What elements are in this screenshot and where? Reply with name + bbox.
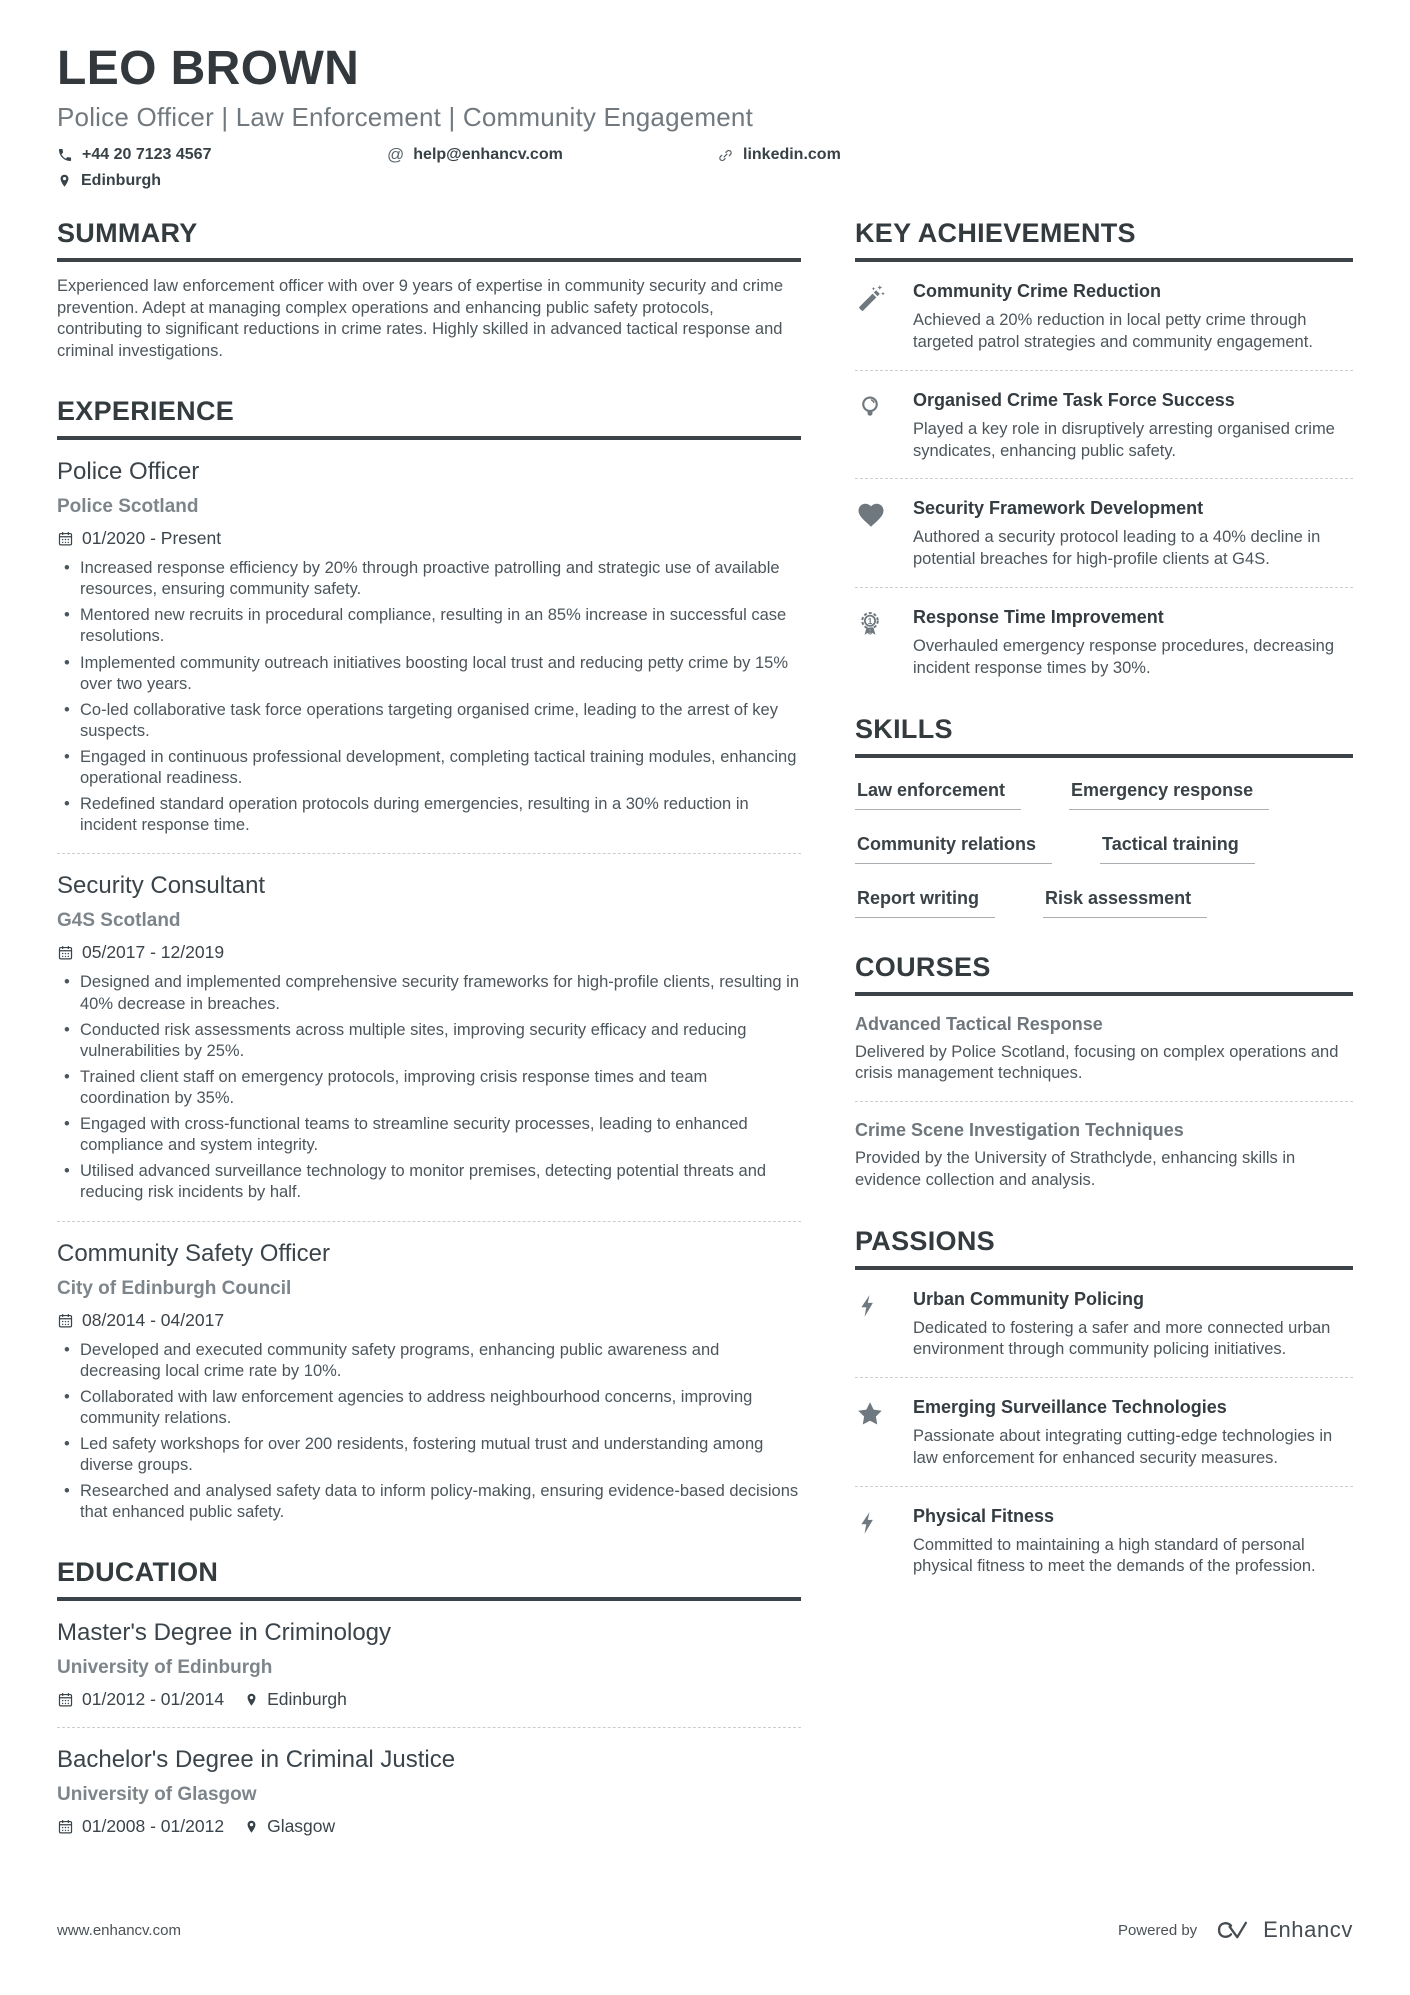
- achievements-section: [855, 218, 1353, 679]
- job-bullet: • Trained client staff on emergency protocols, improving crisis response times and team coordination by 35%.: [57, 1067, 801, 1109]
- job-bullet-list: [57, 1340, 801, 1524]
- passions-heading: PASSIONS: [855, 1226, 1353, 1270]
- divider: [855, 587, 1353, 588]
- achievement-content: [913, 607, 1353, 680]
- link-text[interactable]: linkedin.com: [743, 146, 841, 164]
- divider: [855, 478, 1353, 479]
- achievement-item: [855, 281, 1353, 354]
- passion-content: [913, 1289, 1353, 1362]
- skills-section: [855, 714, 1353, 918]
- achievement-text: Played a key role in disruptively arresting organised crime syndicates, enhancing public safety.: [913, 419, 1335, 460]
- job-bullet: • Increased response efficiency by 20% through proactive patrolling and strategic use of available resources, ensuring community safety.: [57, 558, 801, 600]
- achievement-item: [855, 390, 1353, 463]
- job-title: Police Officer: [57, 458, 200, 486]
- location-contact: [57, 172, 387, 190]
- job-bullet: • Co-led collaborative task force operations targeting organised crime, leading to the arrest of key suspects.: [57, 700, 801, 742]
- summary-text: Experienced law enforcement officer with over 9 years of expertise in community security and crime prevention. Adept at managing complex operations and enhancing public safety protocols, contributing to significant reductions in crime rates. Highly skilled in advanced tactical response and criminal investigations.: [57, 277, 784, 360]
- left-column: [57, 218, 801, 1871]
- degree-dates: 01/2012 - 01/2014: [57, 1689, 224, 1710]
- achievement-item: [855, 498, 1353, 571]
- job-bullet: • Researched and analysed safety data to inform policy-making, ensuring evidence-based decisions that enhanced public safety.: [57, 1481, 801, 1523]
- passion-text: Passionate about integrating cutting-edge technologies in law enforcement for enhanced security measures.: [913, 1427, 1333, 1467]
- job-dates: 08/2014 - 04/2017: [57, 1310, 224, 1331]
- contact-row: [57, 145, 1353, 190]
- star-icon: [855, 1397, 913, 1470]
- job-bullet: • Utilised advanced surveillance technology to monitor premises, detecting potential threats and reducing risk incidents by half.: [57, 1161, 801, 1203]
- location-pin-icon: [244, 1692, 259, 1708]
- passions-section: [855, 1226, 1353, 1579]
- achievement-content: [913, 281, 1353, 354]
- skills-heading: SKILLS: [855, 714, 1353, 758]
- job-bullet: • Implemented community outreach initiatives boosting local trust and reducing petty crime by 15% over two years.: [57, 653, 801, 695]
- calendar-icon: [57, 944, 74, 961]
- achievement-item: [855, 607, 1353, 680]
- divider: [855, 1101, 1353, 1102]
- calendar-icon: [57, 530, 74, 547]
- experience-heading: EXPERIENCE: [57, 396, 801, 440]
- calendar-icon: [57, 1691, 74, 1708]
- experience-section: [57, 396, 801, 1523]
- degree-location: Glasgow: [244, 1816, 335, 1837]
- skill-tag: Risk assessment: [1043, 888, 1207, 918]
- lightbulb-icon: [855, 390, 913, 463]
- resume-header: [57, 44, 1353, 190]
- job-dates: 01/2020 - Present: [57, 528, 221, 549]
- passion-text: Committed to maintaining a high standard of personal physical fitness to meet the demands of the profession.: [913, 1535, 1316, 1576]
- job-bullet-list: [57, 972, 801, 1203]
- passion-content: [913, 1506, 1353, 1579]
- divider: [855, 1377, 1353, 1378]
- headline: Police Officer | Law Enforcement | Community Engagement: [57, 102, 754, 133]
- course-item: [855, 1120, 1353, 1192]
- at-icon: @: [387, 145, 405, 165]
- achievement-text: Achieved a 20% reduction in local petty crime through targeted patrol strategies and community engagement.: [913, 311, 1313, 352]
- powered-by-label: Powered by: [1117, 1921, 1198, 1939]
- achievement-title: Response Time Improvement: [913, 606, 1164, 627]
- course-title: Advanced Tactical Response: [855, 1013, 1103, 1034]
- bolt-icon: [855, 1506, 913, 1579]
- medal-icon: [855, 607, 913, 680]
- skill-tag: Report writing: [855, 888, 995, 918]
- passion-content: [913, 1397, 1353, 1470]
- job-title: Community Safety Officer: [57, 1239, 330, 1267]
- svg-text:1: 1: [867, 616, 873, 626]
- passion-item: [855, 1397, 1353, 1470]
- degree-entry: [57, 1619, 801, 1710]
- course-text: Delivered by Police Scotland, focusing on complex operations and crisis management techniques.: [855, 1042, 1339, 1083]
- job-dates: 05/2017 - 12/2019: [57, 942, 224, 963]
- job-entry: [57, 458, 801, 836]
- phone-icon: [57, 147, 73, 163]
- divider: [57, 1727, 801, 1728]
- calendar-icon: [57, 1818, 74, 1835]
- enhancv-logo-icon: [1209, 1917, 1255, 1943]
- achievements-heading: KEY ACHIEVEMENTS: [855, 218, 1353, 262]
- summary-section: [57, 218, 801, 362]
- divider: [57, 853, 801, 854]
- email-contact[interactable]: [387, 145, 717, 165]
- degree-school: University of Edinburgh: [57, 1657, 273, 1679]
- skill-tag: Emergency response: [1069, 780, 1269, 810]
- job-company: Police Scotland: [57, 496, 199, 518]
- job-bullet: • Engaged with cross-functional teams to streamline security processes, leading to enhanced compliance and system integrity.: [57, 1114, 801, 1156]
- job-bullet: • Engaged in continuous professional development, completing tactical training modules, enhancing operational readiness.: [57, 747, 801, 789]
- education-section: [57, 1557, 801, 1837]
- job-company: G4S Scotland: [57, 910, 181, 932]
- job-bullet: • Designed and implemented comprehensive security frameworks for high-profile clients, resulting in 40% decrease in breaches.: [57, 972, 801, 1014]
- degree-school: University of Glasgow: [57, 1784, 257, 1806]
- right-column: [855, 218, 1353, 1871]
- course-title: Crime Scene Investigation Techniques: [855, 1120, 1184, 1141]
- divider: [855, 370, 1353, 371]
- course-text: Provided by the University of Strathclyde, enhancing skills in evidence collection and analysis.: [855, 1149, 1296, 1189]
- passion-title: Urban Community Policing: [913, 1288, 1145, 1309]
- divider: [855, 1486, 1353, 1487]
- job-title: Security Consultant: [57, 872, 266, 900]
- job-bullet: • Conducted risk assessments across multiple sites, improving security efficacy and reducing vulnerabilities by 25%.: [57, 1020, 801, 1062]
- calendar-icon: [57, 1312, 74, 1329]
- skill-tag: Tactical training: [1100, 834, 1255, 864]
- degree-title: Master's Degree in Criminology: [57, 1619, 392, 1647]
- achievement-content: [913, 498, 1353, 571]
- bolt-icon: [855, 1289, 913, 1362]
- powered-by-block[interactable]: [1118, 1917, 1353, 1943]
- passion-item: [855, 1506, 1353, 1579]
- degree-entry: [57, 1746, 801, 1837]
- passion-text: Dedicated to fostering a safer and more connected urban environment through community policing initiatives.: [913, 1318, 1331, 1359]
- summary-heading: SUMMARY: [57, 218, 801, 262]
- brand-name: Enhancv: [1263, 1917, 1353, 1942]
- skill-tag: Community relations: [855, 834, 1052, 864]
- achievement-text: Authored a security protocol leading to a 40% decline in potential breaches for high-profile clients at G4S.: [913, 528, 1321, 569]
- email-address[interactable]: help@enhancv.com: [413, 146, 563, 164]
- job-bullet: • Collaborated with law enforcement agencies to address neighbourhood concerns, improving community relations.: [57, 1387, 801, 1429]
- divider: [57, 1221, 801, 1222]
- phone-contact: [57, 146, 387, 164]
- page-footer: [57, 1917, 1353, 1943]
- course-item: [855, 1014, 1353, 1086]
- degree-location: Edinburgh: [244, 1689, 347, 1710]
- job-bullet: • Developed and executed community safety programs, enhancing public awareness and decreasing local crime rate by 10%.: [57, 1340, 801, 1382]
- job-entry: [57, 1240, 801, 1524]
- achievement-title: Community Crime Reduction: [913, 281, 1162, 302]
- phone-number: +44 20 7123 4567: [82, 146, 212, 164]
- achievement-title: Security Framework Development: [913, 498, 1204, 519]
- job-bullet: • Redefined standard operation protocols during emergencies, resulting in a 30% reduction in incident response time.: [57, 794, 801, 836]
- job-company: City of Edinburgh Council: [57, 1277, 292, 1299]
- achievement-text: Overhauled emergency response procedures, decreasing incident response times by 30%.: [913, 636, 1334, 677]
- passion-title: Physical Fitness: [913, 1505, 1055, 1526]
- job-bullet: • Mentored new recruits in procedural compliance, resulting in an 85% increase in successful case resolutions.: [57, 605, 801, 647]
- location-pin-icon: [244, 1819, 259, 1835]
- footer-site-link[interactable]: www.enhancv.com: [57, 1921, 181, 1939]
- person-name: LEO BROWN: [57, 42, 360, 95]
- passion-item: [855, 1289, 1353, 1362]
- link-icon: [717, 147, 734, 164]
- content-columns: [57, 218, 1353, 1871]
- education-heading: EDUCATION: [57, 1557, 801, 1601]
- skill-tag: Law enforcement: [855, 780, 1021, 810]
- job-bullet: • Led safety workshops for over 200 residents, fostering mutual trust and understanding among diverse groups.: [57, 1434, 801, 1476]
- courses-heading: COURSES: [855, 952, 1353, 996]
- courses-section: [855, 952, 1353, 1192]
- skills-list: [855, 780, 1353, 918]
- link-contact[interactable]: [717, 146, 1353, 164]
- achievement-title: Organised Crime Task Force Success: [913, 389, 1235, 410]
- degree-dates: 01/2008 - 01/2012: [57, 1816, 224, 1837]
- degree-title: Bachelor's Degree in Criminal Justice: [57, 1746, 456, 1774]
- location-text: Edinburgh: [81, 172, 161, 190]
- heart-icon: [855, 498, 913, 571]
- magic-wand-icon: [855, 281, 913, 354]
- location-pin-icon: [57, 173, 72, 189]
- achievement-content: [913, 390, 1353, 463]
- job-bullet-list: [57, 558, 801, 836]
- passion-title: Emerging Surveillance Technologies: [913, 1397, 1227, 1418]
- job-entry: [57, 872, 801, 1203]
